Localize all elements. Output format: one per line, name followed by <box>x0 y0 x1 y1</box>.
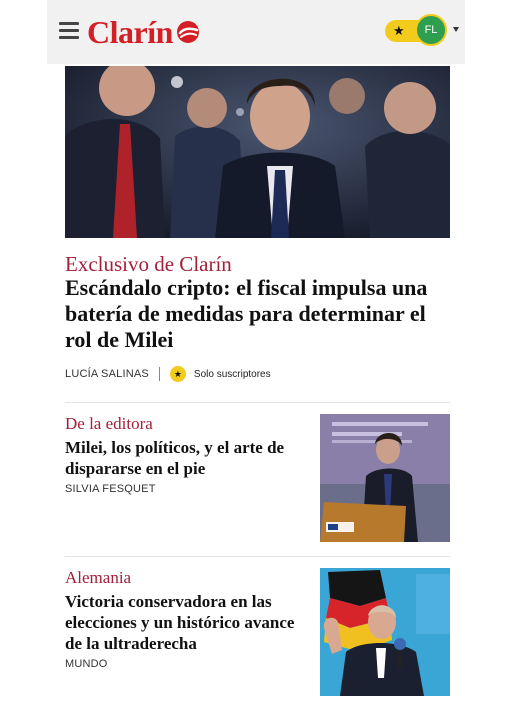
story-byline[interactable]: SILVIA FESQUET <box>65 483 156 495</box>
star-icon: ★ <box>170 366 186 382</box>
divider <box>65 402 450 403</box>
meta-separator <box>159 367 160 381</box>
story-thumbnail[interactable] <box>320 414 450 542</box>
hero-kicker[interactable]: Exclusivo de Clarín <box>65 252 232 276</box>
star-icon: ★ <box>393 23 405 38</box>
logo-mark-icon <box>175 19 201 45</box>
site-logo[interactable] <box>87 12 201 52</box>
hero-photo-icon <box>65 66 450 238</box>
hero-image[interactable] <box>65 66 450 238</box>
story-photo-icon <box>320 568 450 696</box>
logo-text: Clarín <box>87 14 173 50</box>
story-kicker[interactable]: Alemania <box>65 568 132 587</box>
story-thumbnail[interactable] <box>320 568 450 696</box>
top-header <box>47 0 465 64</box>
story-byline[interactable]: MUNDO <box>65 658 108 670</box>
divider <box>65 556 450 557</box>
chevron-down-icon[interactable] <box>453 27 459 32</box>
story-photo-icon <box>320 414 450 542</box>
story-headline[interactable]: Victoria conservadora en las elecciones y un histórico avance de la ultraderecha <box>65 592 295 653</box>
story-headline[interactable]: Milei, los políticos, y el arte de dispararse en el pie <box>65 438 285 478</box>
story-kicker[interactable]: De la editora <box>65 414 153 433</box>
menu-icon[interactable] <box>59 22 79 38</box>
subscribers-only-label: Solo suscriptores <box>193 368 271 380</box>
hero-headline[interactable]: Escándalo cripto: el fiscal impulsa una batería de medidas para determinar el rol de Milei <box>65 275 428 352</box>
hero-meta <box>65 364 271 384</box>
hero-author[interactable]: LUCÍA SALINAS <box>65 368 149 380</box>
user-avatar[interactable]: FL <box>415 14 447 46</box>
